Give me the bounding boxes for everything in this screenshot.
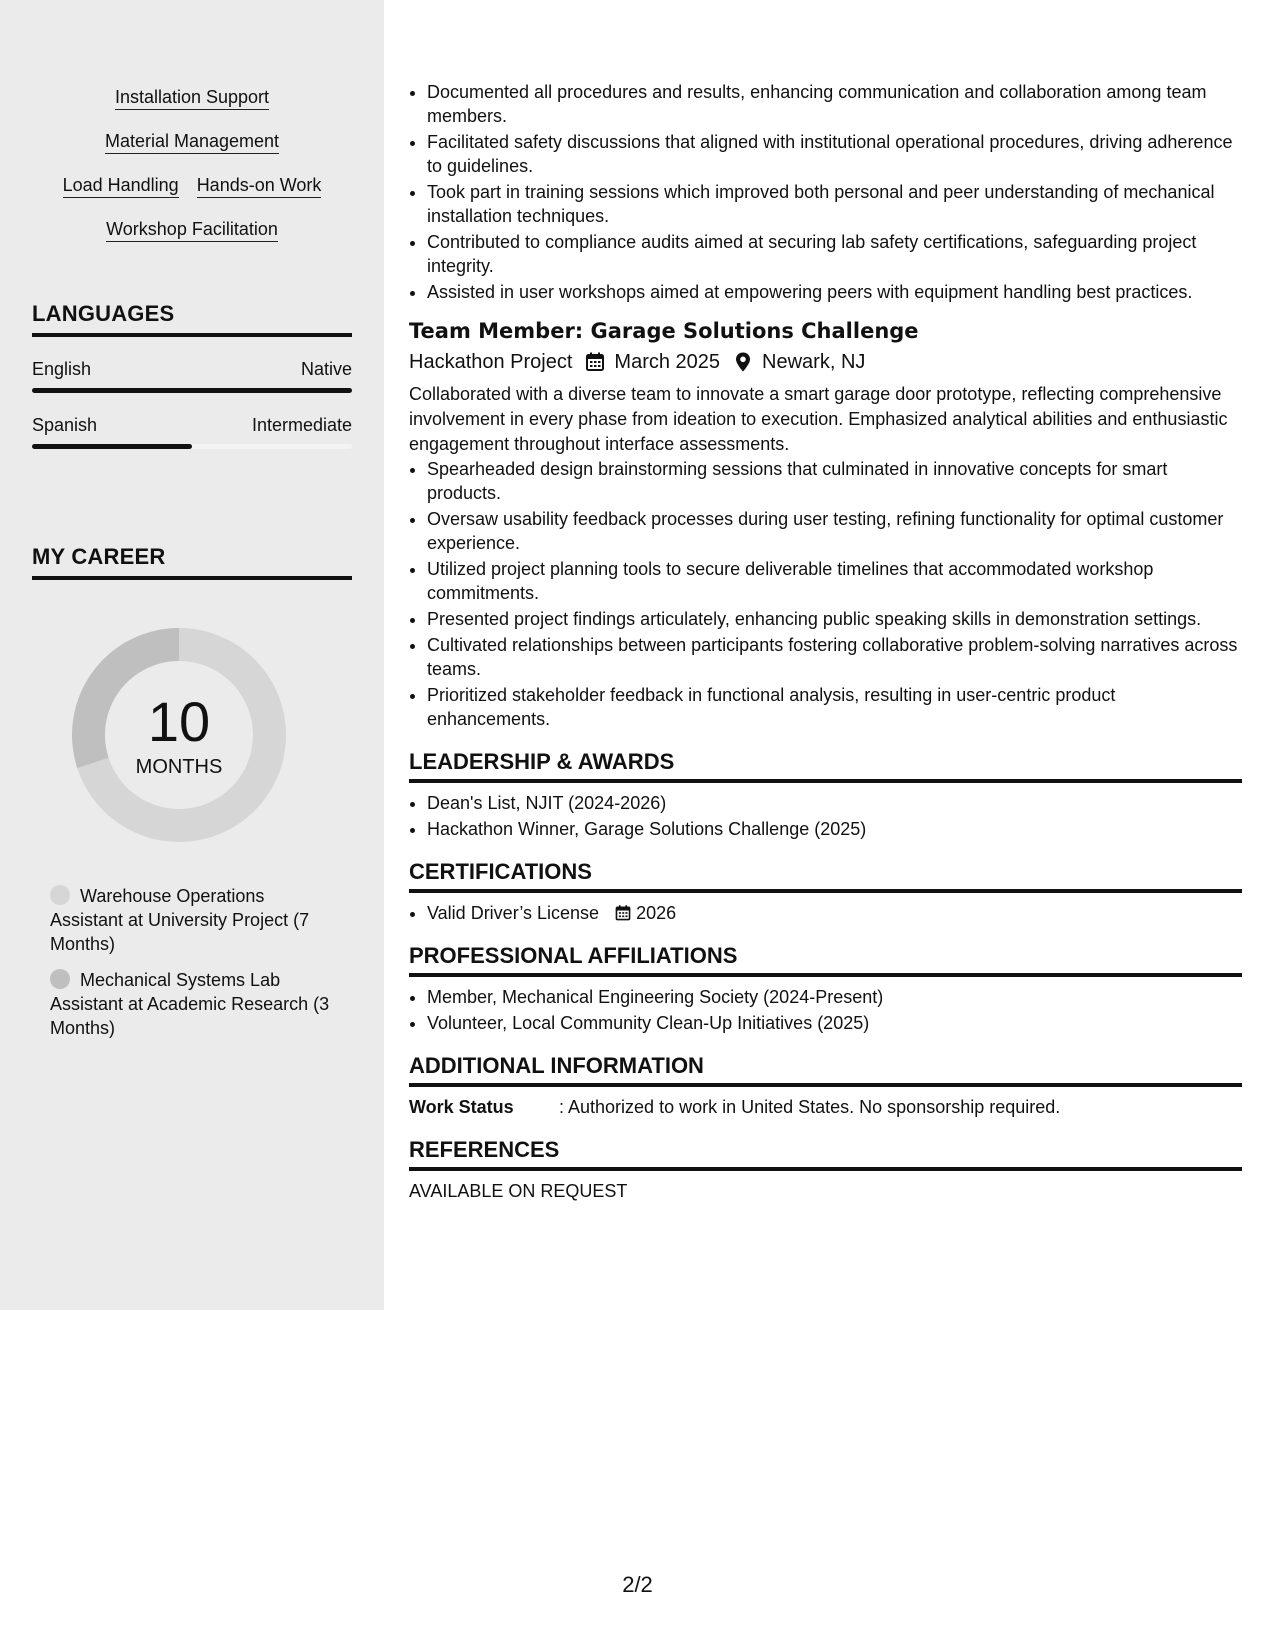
skill-row bbox=[32, 130, 352, 154]
list-item: • Presented project findings articulately, enhancing public speaking skills in demonstration settings. bbox=[427, 607, 1242, 631]
certifications-title: CERTIFICATIONS bbox=[409, 859, 1242, 893]
skill-row bbox=[32, 174, 352, 198]
list-item: • Utilized project planning tools to secure deliverable timelines that accommodated workshop commitments. bbox=[427, 557, 1242, 605]
work-status-label: Work Status bbox=[409, 1097, 514, 1117]
languages-title: LANGUAGES bbox=[32, 301, 352, 337]
list-item: • Contributed to compliance audits aimed at securing lab safety certifications, safeguarding project integrity. bbox=[427, 230, 1242, 278]
language-bar-fill bbox=[32, 388, 352, 393]
main-content bbox=[409, 80, 1242, 1203]
languages-section bbox=[32, 301, 352, 449]
list-item: • Hackathon Winner, Garage Solutions Challenge (2025) bbox=[427, 817, 1242, 841]
career-item-text: Warehouse Operations Assistant at University Project (7 Months) bbox=[50, 886, 310, 954]
references-text: AVAILABLE ON REQUEST bbox=[409, 1181, 628, 1201]
calendar-icon bbox=[584, 351, 606, 373]
skill-tag: Hands-on Work bbox=[197, 174, 322, 198]
legend-dot-icon bbox=[50, 969, 70, 989]
skill-row bbox=[32, 86, 352, 110]
project-type: Hackathon Project bbox=[409, 351, 573, 373]
language-row bbox=[32, 415, 352, 436]
skill-tag: Installation Support bbox=[115, 86, 269, 110]
skill-tag: Load Handling bbox=[63, 174, 179, 198]
project-bullets bbox=[409, 457, 1242, 731]
list-item: • Prioritized stakeholder feedback in functional analysis, resulting in user-centric product enhancements. bbox=[427, 683, 1242, 731]
list-item: • Spearheaded design brainstorming sessions that culminated in innovative concepts for smart products. bbox=[427, 457, 1242, 505]
career-section bbox=[32, 544, 352, 580]
list-item: • Took part in training sessions which improved both personal and peer understanding of mechanical installation techniques. bbox=[427, 180, 1242, 228]
list-item: • Facilitated safety discussions that aligned with institutional operational procedures, driving adherence to guidelines. bbox=[427, 130, 1242, 178]
project-description: Collaborated with a diverse team to innovate a smart garage door prototype, reflecting comprehensive involvement in every phase from ideation to execution. Emphasized analytical abilities and enthusiastic engagement throughout interface assessments. bbox=[409, 384, 1228, 454]
career-item bbox=[50, 884, 340, 956]
list-item: • Dean's List, NJIT (2024-2026) bbox=[427, 791, 1242, 815]
language-level: Intermediate bbox=[251, 415, 352, 435]
project-title: Team Member: Garage Solutions Challenge bbox=[409, 319, 919, 343]
skills-list bbox=[32, 86, 352, 262]
career-legend bbox=[50, 884, 340, 1052]
certifications-list bbox=[409, 901, 1242, 925]
language-row bbox=[32, 359, 352, 380]
list-item: • Oversaw usability feedback processes during user testing, refining functionality for optimal customer experience. bbox=[427, 507, 1242, 555]
language-bar bbox=[32, 444, 352, 449]
additional-info-title: ADDITIONAL INFORMATION bbox=[409, 1053, 1242, 1087]
certification-name: Valid Driver’s License bbox=[427, 903, 600, 923]
skill-row bbox=[32, 218, 352, 242]
list-item: • Volunteer, Local Community Clean-Up Initiatives (2025) bbox=[427, 1011, 1242, 1035]
leadership-list bbox=[409, 791, 1242, 841]
language-item bbox=[32, 415, 352, 449]
list-item bbox=[427, 901, 1242, 925]
project-meta bbox=[409, 348, 1242, 376]
list-item: • Assisted in user workshops aimed at empowering peers with equipment handling best practices. bbox=[427, 280, 1242, 304]
project-location: Newark, NJ bbox=[762, 351, 866, 373]
languages-list bbox=[32, 359, 352, 449]
career-title: MY CAREER bbox=[32, 544, 352, 580]
skill-tag: Workshop Facilitation bbox=[106, 218, 278, 242]
skill-tag: Material Management bbox=[105, 130, 279, 154]
list-item: • Cultivated relationships between participants fostering collaborative problem-solving narratives across teams. bbox=[427, 633, 1242, 681]
career-item-text: Mechanical Systems Lab Assistant at Academic Research (3 Months) bbox=[50, 970, 330, 1038]
sidebar bbox=[0, 0, 384, 1310]
legend-dot-icon bbox=[50, 885, 70, 905]
language-item bbox=[32, 359, 352, 393]
location-pin-icon bbox=[732, 351, 754, 373]
language-level: Native bbox=[300, 359, 352, 379]
list-item: • Documented all procedures and results, enhancing communication and collaboration among team members. bbox=[427, 80, 1242, 128]
certification-year: 2026 bbox=[636, 903, 677, 923]
affiliations-title: PROFESSIONAL AFFILIATIONS bbox=[409, 943, 1242, 977]
experience-bullets bbox=[409, 80, 1242, 304]
references-title: REFERENCES bbox=[409, 1137, 1242, 1171]
career-item bbox=[50, 968, 340, 1040]
list-item: • Member, Mechanical Engineering Society (2024-Present) bbox=[427, 985, 1242, 1009]
project-date: March 2025 bbox=[614, 351, 721, 373]
career-total-unit: MONTHS bbox=[135, 756, 223, 778]
language-name: Spanish bbox=[32, 415, 98, 435]
leadership-title: LEADERSHIP & AWARDS bbox=[409, 749, 1242, 783]
career-total-months: 10 bbox=[147, 690, 211, 753]
work-status-row bbox=[409, 1095, 1242, 1119]
language-name: English bbox=[32, 359, 92, 379]
page-number: 2/2 bbox=[622, 1572, 653, 1597]
affiliations-list bbox=[409, 985, 1242, 1035]
calendar-icon bbox=[614, 904, 632, 922]
language-bar bbox=[32, 388, 352, 393]
work-status-value: : Authorized to work in United States. No sponsorship required. bbox=[559, 1097, 1061, 1117]
language-bar-fill bbox=[32, 444, 192, 449]
